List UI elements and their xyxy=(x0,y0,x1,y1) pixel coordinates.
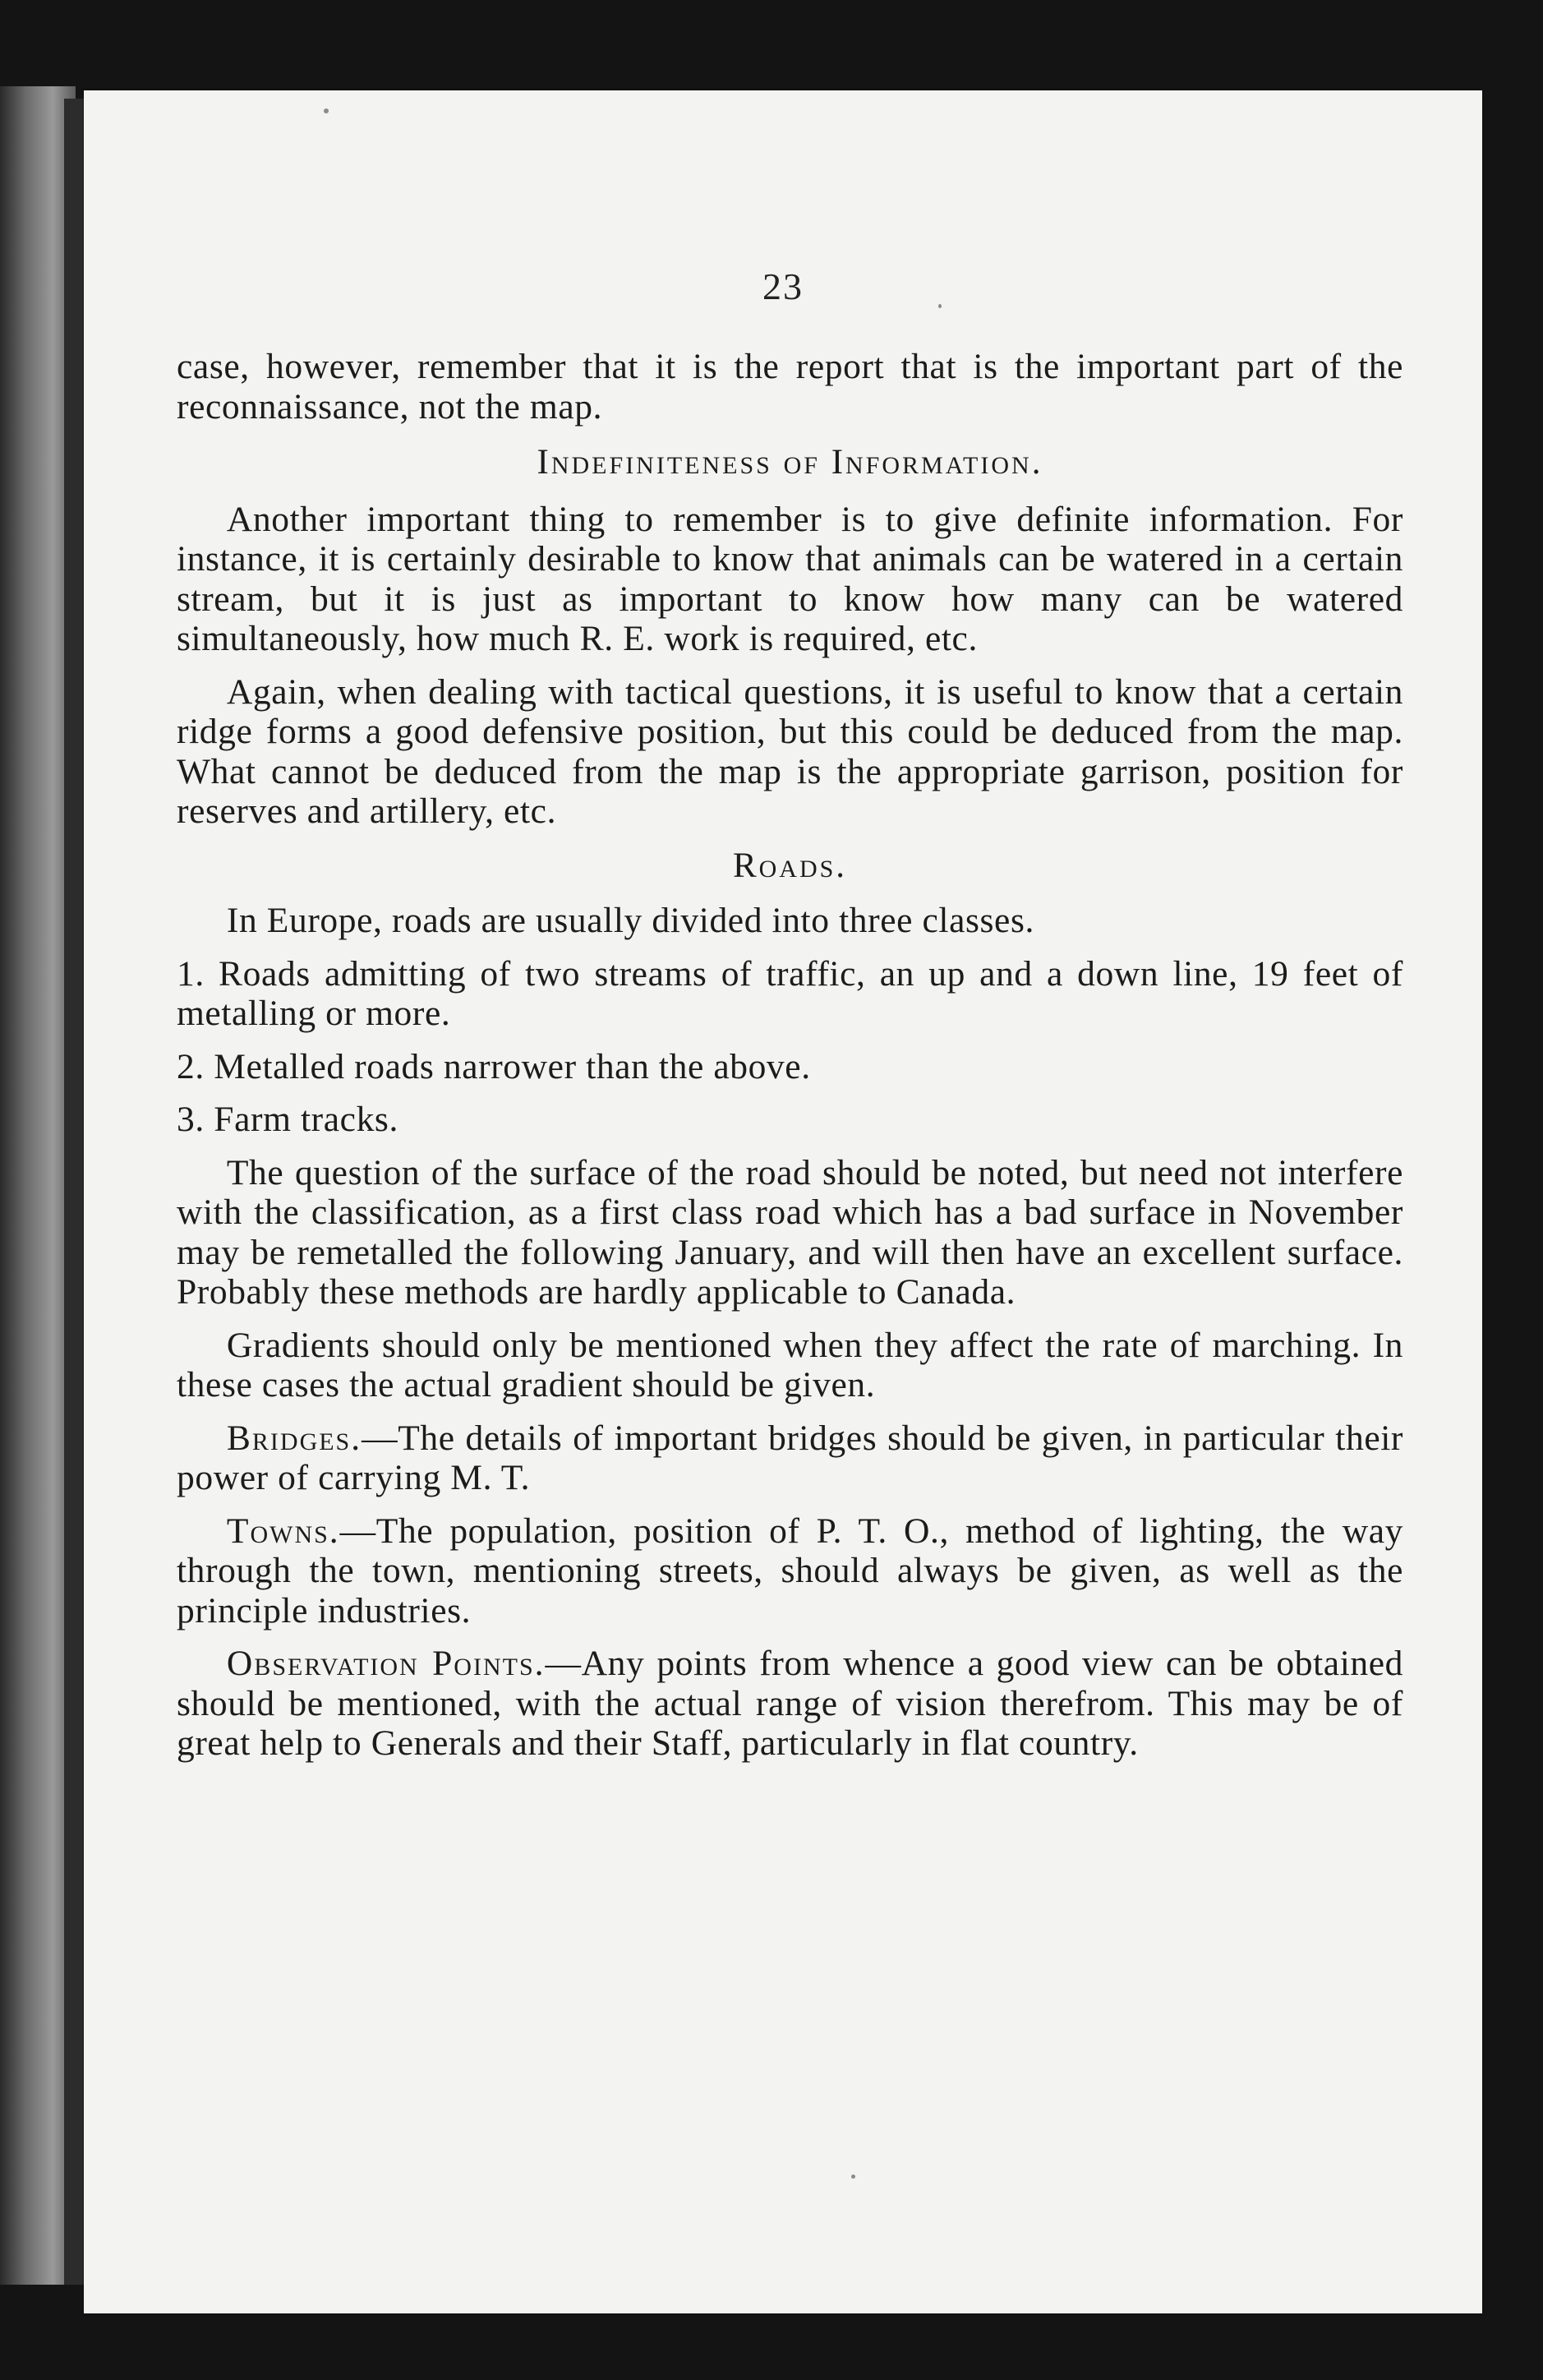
paragraph-intro: case, however, remember that it is the report that is the important part of the reconnaissance, not the map. xyxy=(177,347,1403,427)
page-number: 23 xyxy=(762,265,804,307)
paragraph-observation xyxy=(177,1644,1403,1764)
observation-label: Observation Points. xyxy=(226,1644,546,1683)
paragraph-europe: In Europe, roads are usually divided into three classes. xyxy=(226,901,1034,940)
heading-roads: Roads. xyxy=(732,846,848,885)
speck xyxy=(324,108,329,113)
body-text xyxy=(177,347,1403,1777)
bridges-label: Bridges. xyxy=(226,1418,362,1458)
paragraph-gradients: Gradients should only be mentioned when they affect the rate of marching. In these cases the actual gradient should be given. xyxy=(177,1325,1403,1404)
bridges-text: —The details of important bridges should be given, in particular their power of carrying M. T. xyxy=(177,1418,1403,1497)
speck xyxy=(851,2175,855,2179)
paragraph-another: Another important thing to remember is to give definite information. For instance, it is certainly desirable to know that animals can be watered in a certain stream, but it is just as important to know how many can be watered simultaneously, how much R. E. work is required, etc. xyxy=(177,499,1403,658)
towns-label: Towns. xyxy=(226,1511,340,1551)
observation-text: —Any points from whence a good view can be obtained should be mentioned, with the actual range of vision therefrom. This may be of great help to Generals and their Staff, particularly in flat country. xyxy=(177,1644,1403,1763)
heading-indefiniteness: Indefiniteness of Information. xyxy=(537,443,1043,482)
paragraph-bridges xyxy=(177,1418,1403,1498)
paragraph-towns xyxy=(177,1511,1403,1631)
towns-text: —The population, position of P. T. O., method of lighting, the way through the town, mentioning streets, should always be given, as well as the principle industries. xyxy=(177,1511,1403,1630)
paragraph-question: The question of the surface of the road should be noted, but need not interfere with the classification, as a first class road which has a bad surface in November may be remetalled the following January, and will then have an excellent surface. Probably these methods are hardly applicable to Canada. xyxy=(177,1152,1403,1312)
list-item-2: 2. Metalled roads narrower than the above. xyxy=(177,1046,811,1086)
list-item-1: 1. Roads admitting of two streams of traffic, an up and a down line, 19 feet of metalling or more. xyxy=(177,953,1403,1033)
paragraph-again: Again, when dealing with tactical questions, it is useful to know that a certain ridge forms a good defensive position, but this could be deduced from the map. What cannot be deduced from the map is the appropriate garrison, position for reserves and artillery, etc. xyxy=(177,671,1403,831)
document-page xyxy=(84,90,1482,2313)
list-item-3: 3. Farm tracks. xyxy=(177,1100,398,1139)
